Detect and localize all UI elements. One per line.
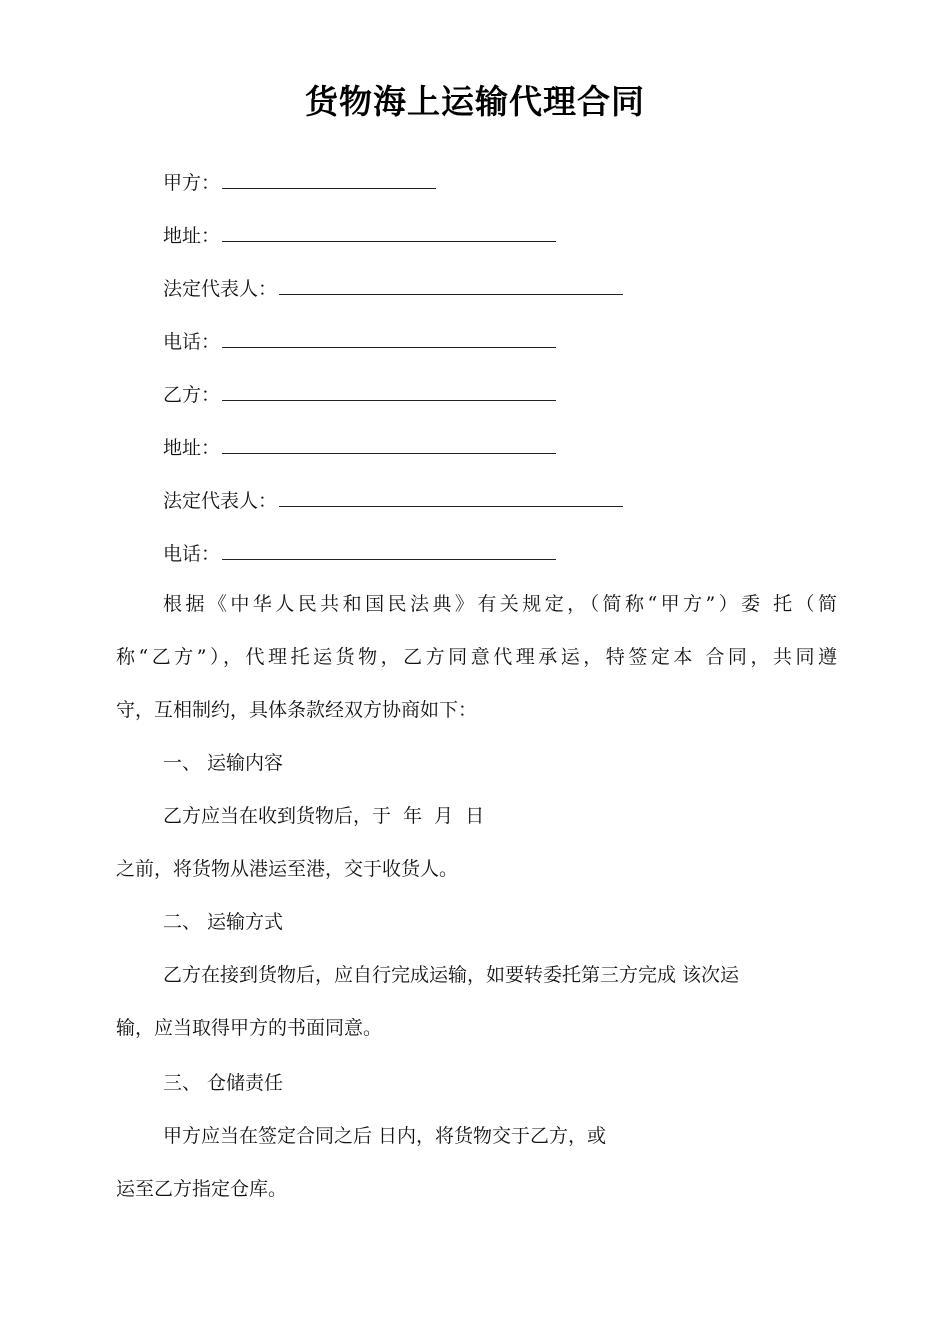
section-1-line-1: 乙方应当在收到货物后，于 年 月 日 bbox=[163, 805, 485, 827]
party-a-rep-label: 法定代表人： bbox=[163, 278, 278, 300]
party-a-phone-row bbox=[163, 327, 556, 354]
party-b-phone-field[interactable] bbox=[222, 539, 556, 560]
section-3-line-1: 甲方应当在签定合同之后 日内，将货物交于乙方，或 bbox=[163, 1125, 607, 1147]
party-a-rep-row bbox=[163, 274, 623, 301]
section-2-line-1: 乙方在接到货物后，应自行完成运输，如要转委托第三方完成 该次运 bbox=[163, 964, 740, 986]
section-1-heading: 一、 运输内容 bbox=[163, 752, 284, 774]
party-b-name-row bbox=[163, 380, 556, 407]
party-b-address-field[interactable] bbox=[222, 433, 556, 454]
section-3-heading: 三、 仓储责任 bbox=[163, 1072, 284, 1094]
party-a-rep-field[interactable] bbox=[279, 274, 623, 295]
party-b-phone-label: 电话： bbox=[163, 543, 221, 565]
preamble-line-1: 根据《中华人民共和国民法典》有关规定，（简称“甲方”）委 托（简 bbox=[163, 593, 837, 615]
section-2-heading: 二、 运输方式 bbox=[163, 911, 284, 933]
preamble-line-2: 称“乙方”），代理托运货物，乙方同意代理承运，特签定本 合同，共同遵 bbox=[116, 646, 837, 668]
party-a-name-label: 甲方： bbox=[163, 172, 221, 194]
party-a-address-field[interactable] bbox=[222, 221, 556, 242]
party-b-address-row bbox=[163, 433, 556, 460]
party-b-rep-label: 法定代表人： bbox=[163, 490, 278, 512]
party-a-name-field[interactable] bbox=[222, 168, 436, 189]
party-b-phone-row bbox=[163, 539, 556, 566]
party-b-name-label: 乙方： bbox=[163, 384, 221, 406]
party-a-address-row bbox=[163, 221, 556, 248]
party-b-rep-field[interactable] bbox=[279, 486, 623, 507]
document-title: 货物海上运输代理合同 bbox=[305, 82, 645, 121]
section-1-line-2: 之前，将货物从港运至港，交于收货人。 bbox=[116, 858, 459, 880]
section-3-line-2: 运至乙方指定仓库。 bbox=[116, 1178, 288, 1200]
party-b-name-field[interactable] bbox=[222, 380, 556, 401]
party-b-rep-row bbox=[163, 486, 623, 513]
party-a-name-row bbox=[163, 168, 436, 195]
preamble-line-3: 守，互相制约，具体条款经双方协商如下： bbox=[116, 699, 478, 721]
party-a-phone-label: 电话： bbox=[163, 331, 221, 353]
party-b-address-label: 地址： bbox=[163, 437, 221, 459]
party-a-phone-field[interactable] bbox=[222, 327, 556, 348]
party-a-address-label: 地址： bbox=[163, 225, 221, 247]
section-2-line-2: 输，应当取得甲方的书面同意。 bbox=[116, 1017, 383, 1039]
